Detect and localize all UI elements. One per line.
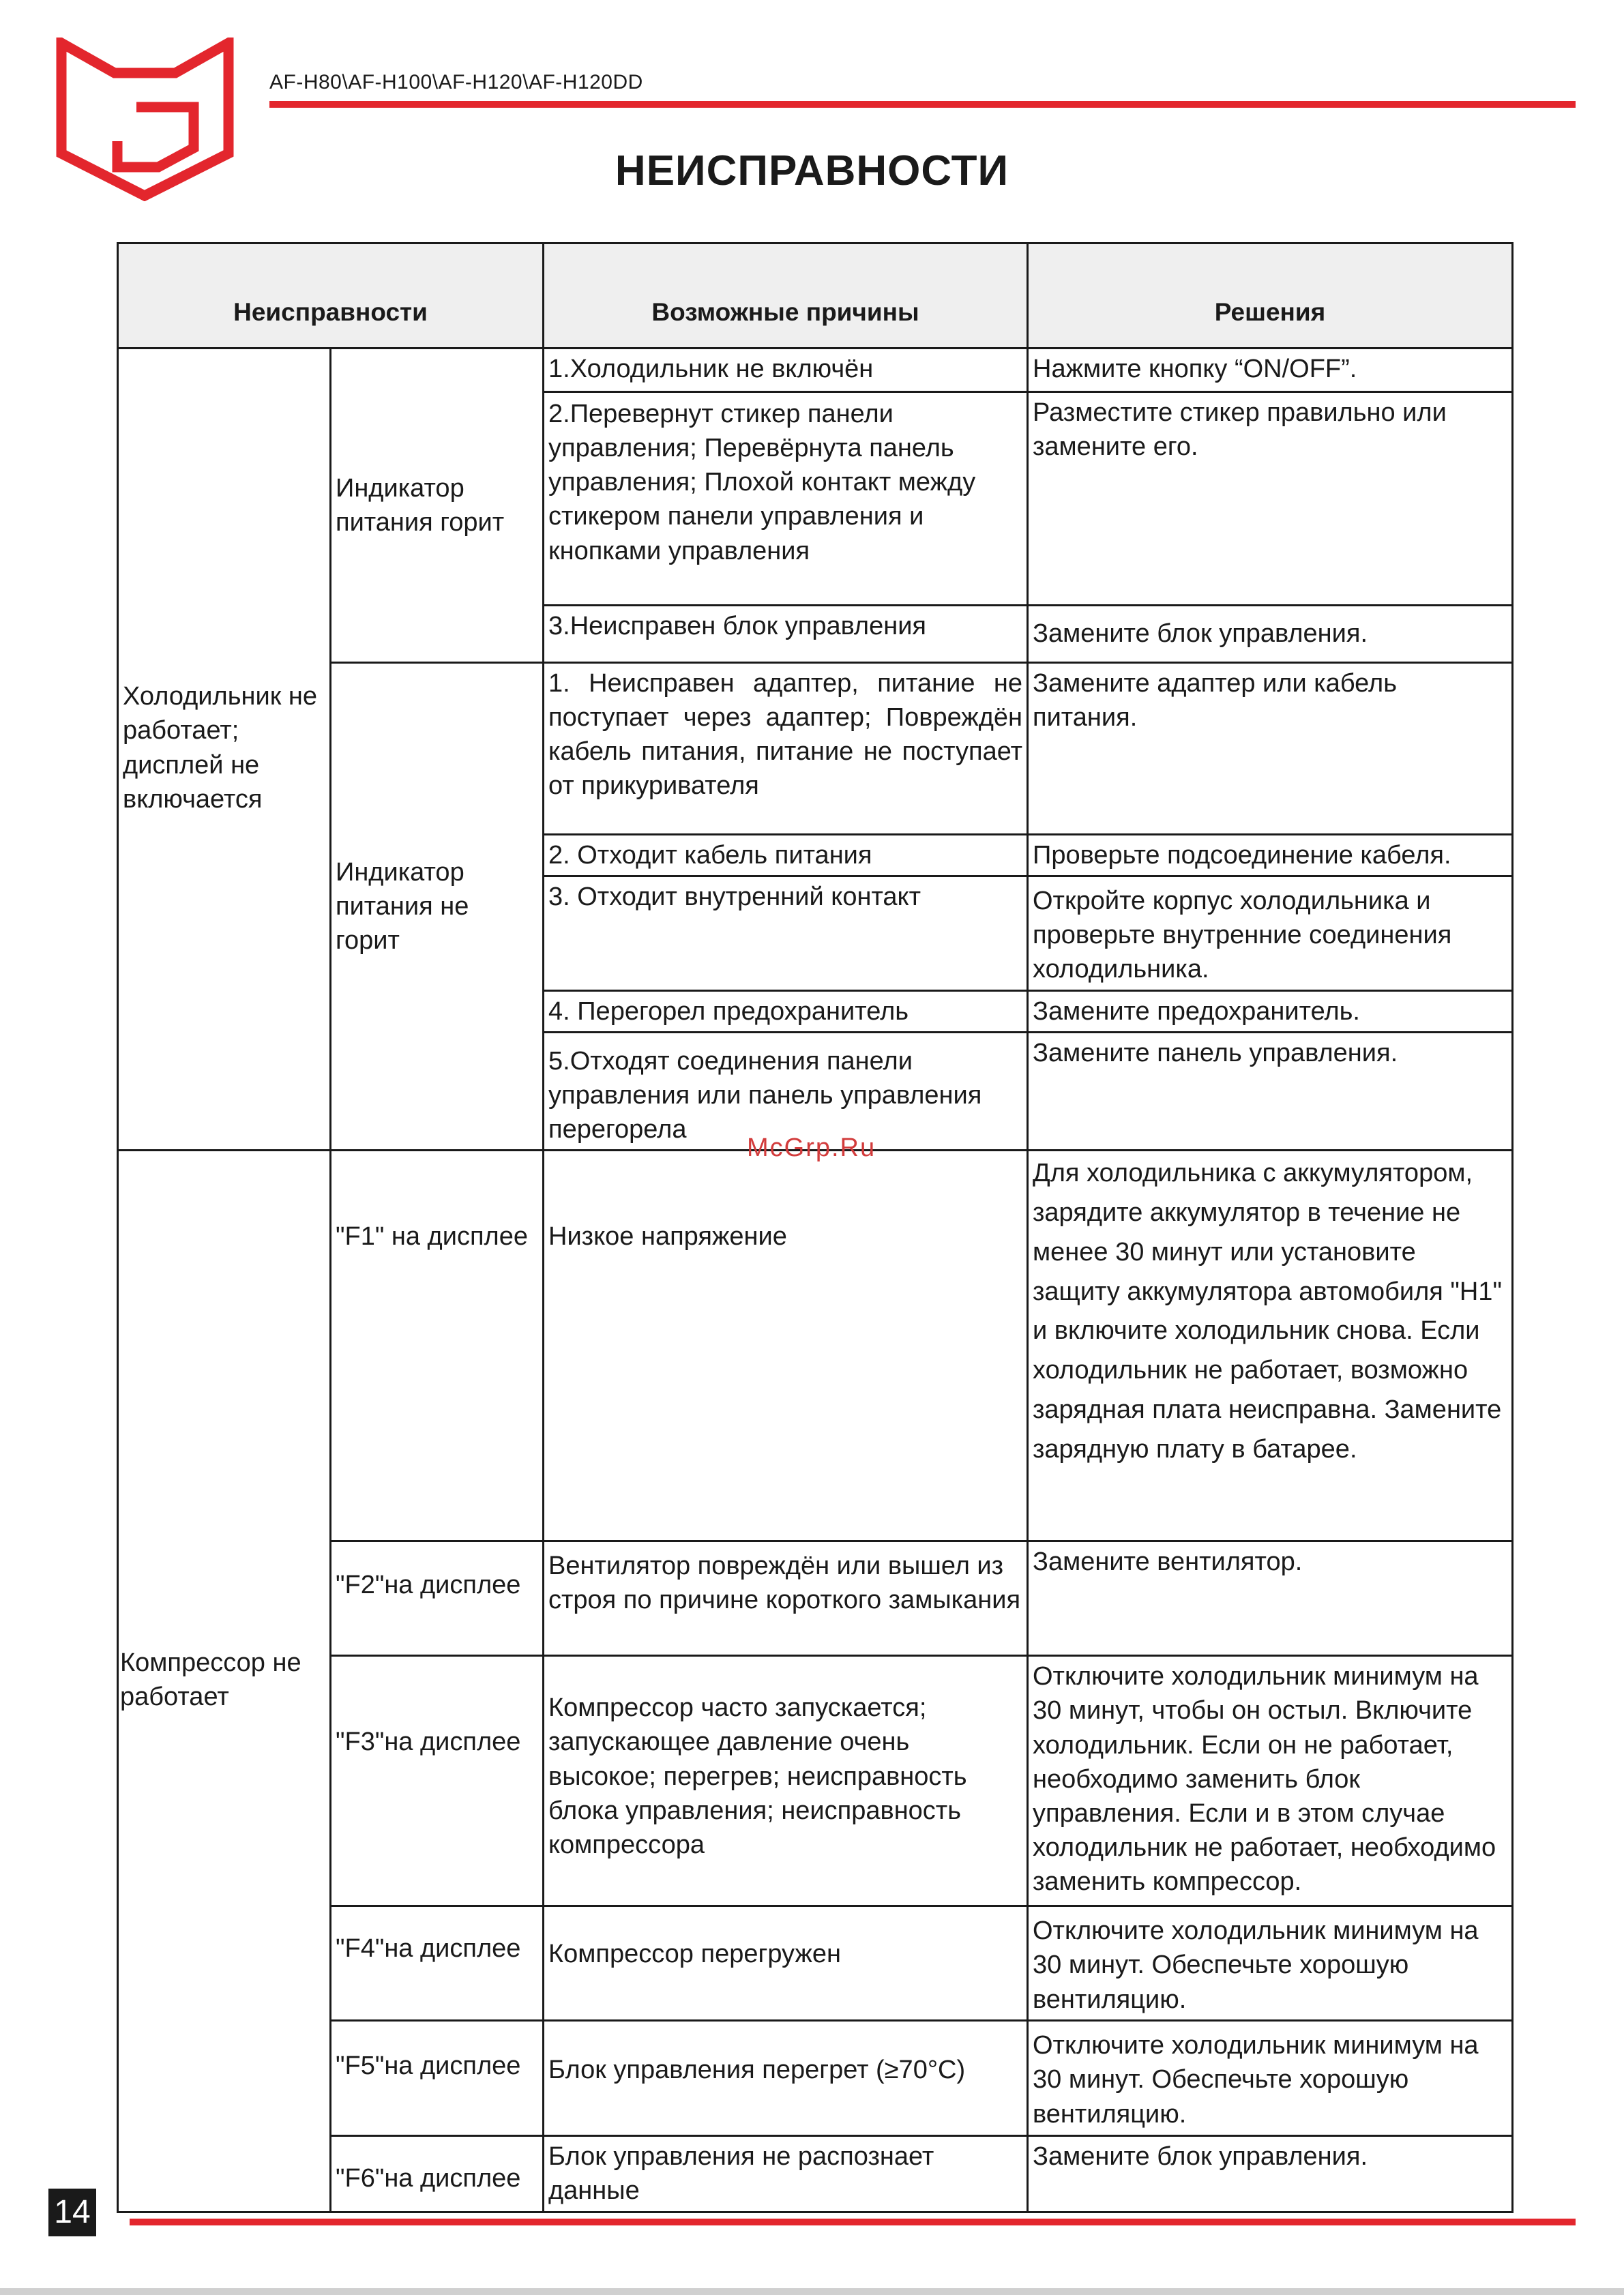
indicator-cell: Индикатор питания горит <box>331 349 544 663</box>
solution-cell: Замените адаптер или кабель питания. <box>1028 663 1513 835</box>
solution-cell: Разместите стикер правильно или замените его. <box>1028 392 1513 606</box>
solution-cell: Нажмите кнопку “ON/OFF”. <box>1028 349 1513 392</box>
cause-cell: 4. Перегорел предохранитель <box>544 990 1028 1032</box>
solution-cell: Замените блок управления. <box>1028 2136 1513 2212</box>
cause-cell: Вентилятор повреждён или вышел из строя по причине короткого замыкания <box>544 1541 1028 1656</box>
cause-cell: 2. Отходит кабель питания <box>544 835 1028 876</box>
code-cell: "F1" на дисплее <box>331 1151 544 1541</box>
code-cell: "F5"на дисплее <box>331 2021 544 2136</box>
cause-cell: 1. Неисправен адаптер, питание не поступает через адаптер; Повреждён кабель питания, питание не поступает от прикуривателя <box>544 663 1028 835</box>
solution-cell: Проверьте подсоединение кабеля. <box>1028 835 1513 876</box>
solution-cell: Замените предохранитель. <box>1028 990 1513 1032</box>
troubleshooting-table <box>117 242 1514 2213</box>
indicator-cell: Индикатор питания не горит <box>331 663 544 1151</box>
cause-cell: Блок управления перегрет (≥70°C) <box>544 2021 1028 2136</box>
solution-cell: Отключите холодильник минимум на 30 минут. Обеспечьте хорошую вентиляцию. <box>1028 1906 1513 2021</box>
page-number: 14 <box>48 2189 96 2236</box>
cause-cell: Блок управления не распознает данные <box>544 2136 1028 2212</box>
cause-cell: Низкое напряжение <box>544 1151 1028 1541</box>
cause-cell: 5.Отходят соединения панели управления или панель управления перегорела <box>544 1032 1028 1150</box>
table-row <box>118 1151 1513 1541</box>
solution-cell: Замените панель управления. <box>1028 1032 1513 1150</box>
code-cell: "F2"на дисплее <box>331 1541 544 1656</box>
cause-cell: Компрессор часто запускается; запускающее давление очень высокое; перегрев; неисправность блока управления; неисправность компрессора <box>544 1656 1028 1906</box>
cause-cell: 2.Перевернут стикер панели управления; Перевёрнута панель управления; Плохой контакт между стикером панели управления и кнопками управления <box>544 392 1028 606</box>
column-header: Возможные причины <box>544 243 1028 349</box>
table-row <box>118 349 1513 392</box>
header-rule <box>269 101 1576 108</box>
model-numbers: AF-H80\AF-H100\AF-H120\AF-H120DD <box>269 71 643 93</box>
code-cell: "F6"на дисплее <box>331 2136 544 2212</box>
solution-cell: Отключите холодильник минимум на 30 минут. Обеспечьте хорошую вентиляцию. <box>1028 2021 1513 2136</box>
cause-cell: 3. Отходит внутренний контакт <box>544 876 1028 990</box>
cause-cell: 3.Неисправен блок управления <box>544 606 1028 663</box>
page-title: НЕИСПРАВНОСТИ <box>615 147 1009 194</box>
code-cell: "F3"на дисплее <box>331 1656 544 1906</box>
watermark: McGrp.Ru <box>747 1134 876 1162</box>
solution-cell: Замените блок управления. <box>1028 606 1513 663</box>
cause-cell: 1.Холодильник не включён <box>544 349 1028 392</box>
fault-cell: Холодильник не работает; дисплей не включается <box>118 349 331 1151</box>
solution-cell: Откройте корпус холодильника и проверьте внутренние соединения холодильника. <box>1028 876 1513 990</box>
solution-cell: Отключите холодильник минимум на 30 минут, чтобы он остыл. Включите холодильник. Если он не работает, необходимо заменить блок управления. Если и в этом случае холодильник не работает, необходимо заменить компрессор. <box>1028 1656 1513 1906</box>
footer-rule <box>130 2219 1576 2225</box>
page-edge <box>0 2288 1624 2295</box>
column-header: Решения <box>1028 243 1513 349</box>
table-header-row <box>118 243 1513 349</box>
solution-cell: Замените вентилятор. <box>1028 1541 1513 1656</box>
cause-cell: Компрессор перегружен <box>544 1906 1028 2021</box>
column-header: Неисправности <box>118 243 544 349</box>
solution-cell: Для холодильника с аккумулятором, зарядите аккумулятор в течение не менее 30 минут или установите защиту аккумулятора автомобиля "H1" и включите холодильник снова. Если холодильник не работает, возможно зарядная плата неисправна. Замените зарядную плату в батарее. <box>1028 1151 1513 1541</box>
fault-cell: Компрессор не работает <box>118 1151 331 2212</box>
code-cell: "F4"на дисплее <box>331 1906 544 2021</box>
